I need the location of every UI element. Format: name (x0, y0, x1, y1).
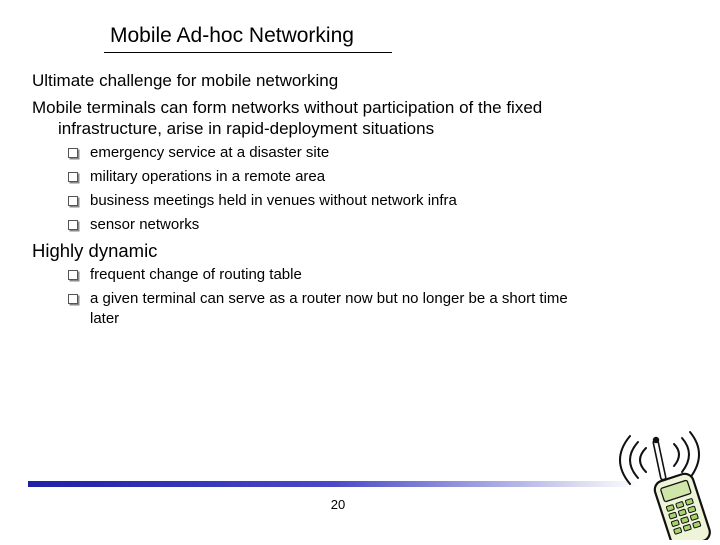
title-underline (104, 52, 392, 53)
bullet-mobile-terminals-continuation: infrastructure, arise in rapid-deployment situations (58, 119, 435, 138)
page-number: 20 (330, 497, 346, 512)
sub-item-router: a given terminal can serve as a router now but no longer be a short time (90, 290, 568, 307)
checkbox-bullet-icon (68, 220, 78, 230)
footer-gradient-bar (28, 481, 640, 487)
slide-title: Mobile Ad-hoc Networking (110, 24, 354, 47)
bullet-highly-dynamic: Highly dynamic (32, 240, 158, 261)
sub-item-router-continuation: later (90, 310, 120, 327)
bullet-mobile-terminals: Mobile terminals can form networks without participation of the fixed (32, 98, 543, 117)
mobile-phone-icon (612, 420, 720, 540)
bullet-ultimate-challenge: Ultimate challenge for mobile networking (32, 71, 339, 90)
checkbox-bullet-icon (68, 294, 78, 304)
sub-item-emergency: emergency service at a disaster site (90, 144, 330, 161)
checkbox-bullet-icon (68, 148, 78, 158)
sub-item-military: military operations in a remote area (90, 168, 326, 185)
sub-item-business: business meetings held in venues without network infra (90, 192, 457, 209)
sub-item-sensor: sensor networks (90, 216, 200, 233)
checkbox-bullet-icon (68, 196, 78, 206)
sub-item-routing-table: frequent change of routing table (90, 266, 302, 283)
checkbox-bullet-icon (68, 270, 78, 280)
checkbox-bullet-icon (68, 172, 78, 182)
